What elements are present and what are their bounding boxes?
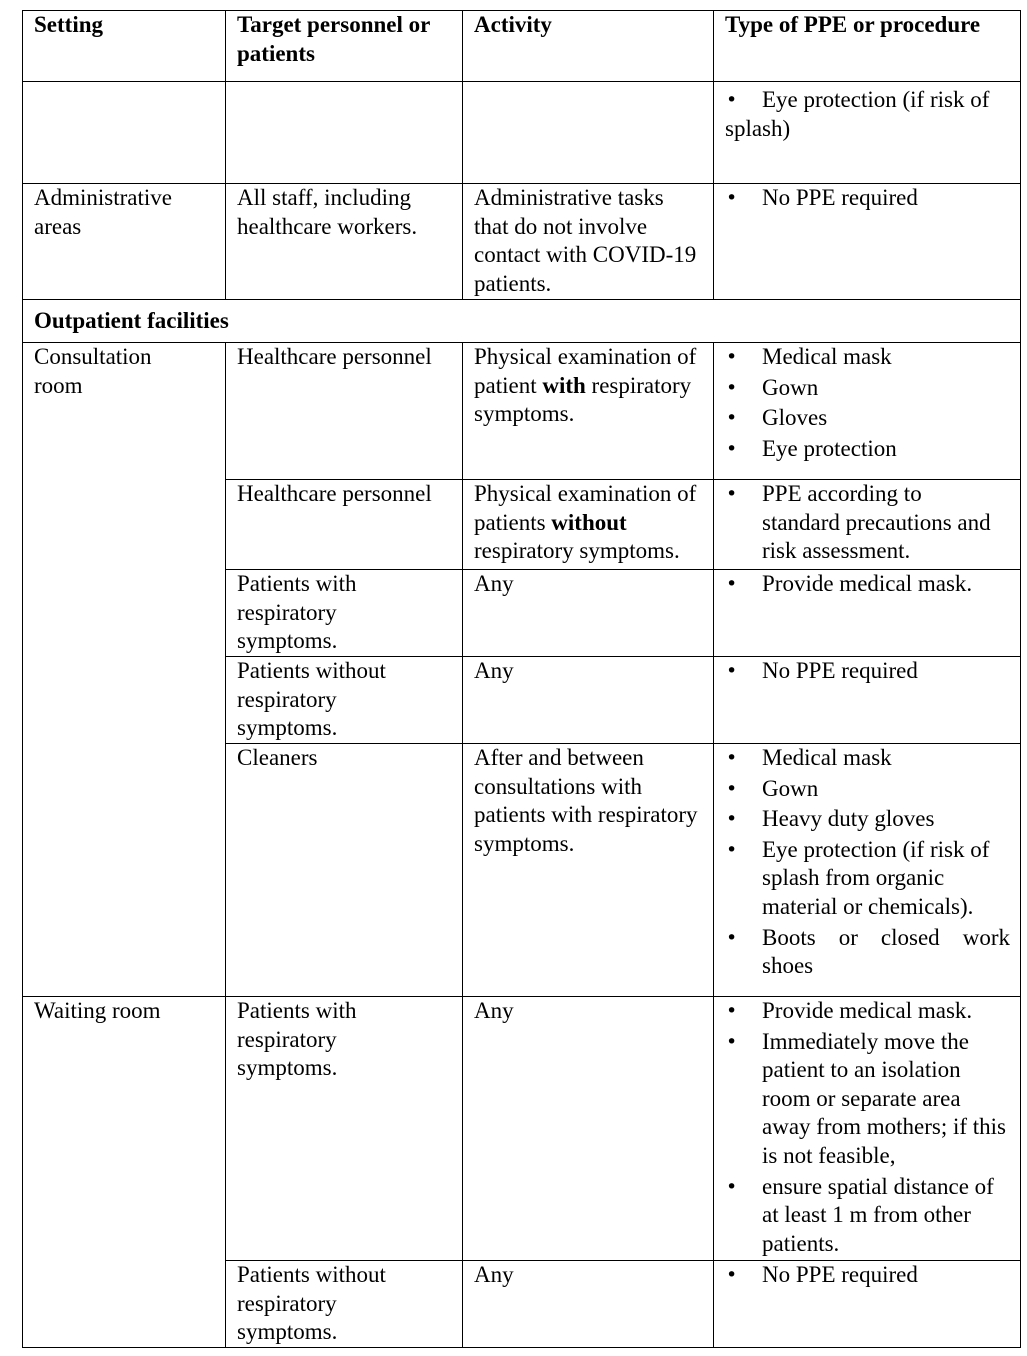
cell-setting — [23, 82, 226, 184]
ppe-list — [725, 744, 1010, 981]
header-target: Target personnel or patients — [226, 11, 463, 82]
cell-activity: Any — [463, 1261, 714, 1348]
ppe-list — [725, 1261, 1010, 1290]
cell-ppe — [714, 343, 1021, 480]
ppe-table — [22, 10, 1021, 1348]
table-row — [23, 997, 1021, 1261]
header-row — [23, 11, 1021, 82]
ppe-list — [725, 86, 1010, 115]
ppe-list — [725, 343, 1010, 463]
header-activity: Activity — [463, 11, 714, 82]
ppe-list — [725, 570, 1010, 599]
cell-setting: Waiting room — [23, 997, 226, 1348]
cell-ppe — [714, 184, 1021, 300]
ppe-item: • Eye protection (if risk of splash from organic material or chemicals). — [725, 836, 1010, 922]
cell-setting: Consultation room — [23, 343, 226, 997]
activity-text: respiratory symptoms. — [474, 538, 680, 564]
activity-text: respiratory symptoms. — [474, 372, 692, 427]
cell-target: Healthcare personnel — [226, 343, 463, 480]
cell-ppe — [714, 997, 1021, 1261]
activity-text: Physical examination of patients — [474, 481, 697, 535]
ppe-item: • Medical mask — [725, 744, 1010, 773]
cell-target: Patients with respiratory symptoms. — [226, 997, 463, 1261]
table-row — [23, 343, 1021, 480]
activity-emphasis: with — [542, 372, 586, 398]
cell-target: Healthcare personnel — [226, 480, 463, 570]
cell-ppe — [714, 744, 1021, 997]
ppe-item: • Eye protection — [725, 435, 1010, 464]
activity-emphasis: without — [551, 509, 627, 535]
continued-row — [23, 82, 1021, 184]
cell-setting: Administrative areas — [23, 184, 226, 300]
cell-target: Patients without respiratory symptoms. — [226, 1261, 463, 1348]
ppe-item: • Gown — [725, 374, 1010, 403]
ppe-item: • Provide medical mask. — [725, 570, 1010, 599]
ppe-item: • Eye protection (if risk of — [725, 86, 1010, 115]
cell-activity: Any — [463, 657, 714, 744]
cell-ppe — [714, 570, 1021, 657]
cell-activity — [463, 82, 714, 184]
ppe-list — [725, 184, 1010, 213]
ppe-item-text: shoes — [762, 953, 814, 979]
ppe-item: • ensure spatial distance of at least 1 m from other patients. — [725, 1173, 1010, 1259]
section-row — [23, 300, 1021, 343]
ppe-item: • PPE according to standard precautions and risk assessment. — [725, 480, 1010, 566]
ppe-item: • No PPE required — [725, 184, 1010, 213]
ppe-list — [725, 480, 1010, 566]
cell-target: Cleaners — [226, 744, 463, 997]
activity-text: Physical examination of patient — [474, 344, 697, 398]
ppe-item — [725, 924, 1010, 981]
header-ppe: Type of PPE or procedure — [714, 11, 1021, 82]
ppe-item: • Provide medical mask. — [725, 997, 1010, 1026]
cell-activity: Any — [463, 570, 714, 657]
cell-activity: Any — [463, 997, 714, 1261]
ppe-list — [725, 657, 1010, 686]
ppe-item-text: • Boots or closed work — [762, 924, 1010, 950]
section-title: Outpatient facilities — [23, 300, 1021, 343]
table-row — [23, 184, 1021, 300]
cell-activity — [463, 480, 714, 570]
cell-target: Patients without respiratory symptoms. — [226, 657, 463, 744]
cell-target: All staff, including healthcare workers. — [226, 184, 463, 300]
header-setting: Setting — [23, 11, 226, 82]
cell-activity: After and between consultations with patients with respiratory symptoms. — [463, 744, 714, 997]
ppe-list — [725, 997, 1010, 1258]
ppe-item: • No PPE required — [725, 657, 1010, 686]
ppe-item: • Gown — [725, 775, 1010, 804]
cell-activity — [463, 343, 714, 480]
cell-ppe — [714, 480, 1021, 570]
ppe-item: • Heavy duty gloves — [725, 805, 1010, 834]
cell-target — [226, 82, 463, 184]
cell-ppe — [714, 1261, 1021, 1348]
cell-target: Patients with respiratory symptoms. — [226, 570, 463, 657]
ppe-item: • Medical mask — [725, 343, 1010, 372]
ppe-item: • Immediately move the patient to an isolation room or separate area away from mothers; if this is not feasible, — [725, 1028, 1010, 1171]
ppe-item: • Gloves — [725, 404, 1010, 433]
cell-activity: Administrative tasks that do not involve contact with COVID-19 patients. — [463, 184, 714, 300]
cell-ppe — [714, 82, 1021, 184]
ppe-item-continuation: splash) — [725, 115, 791, 141]
ppe-item: • No PPE required — [725, 1261, 1010, 1290]
cell-ppe — [714, 657, 1021, 744]
